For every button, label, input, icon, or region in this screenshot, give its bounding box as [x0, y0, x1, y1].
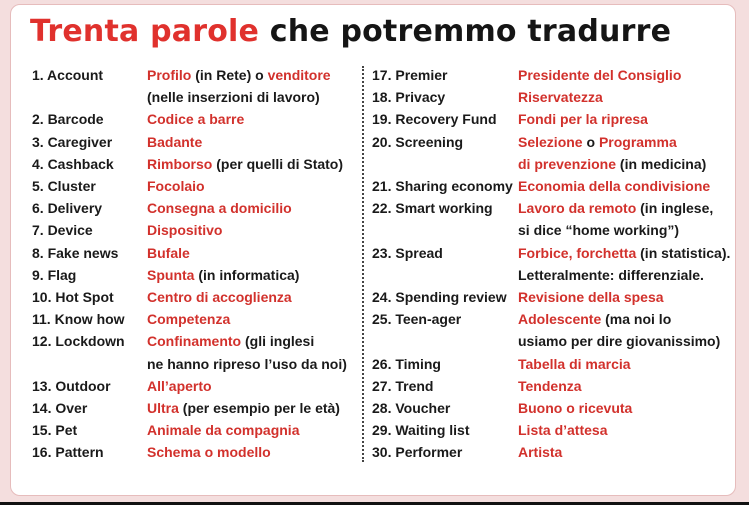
translation-text: Focolaio [147, 178, 205, 194]
definition-left-8-line-0 [147, 266, 299, 284]
definition-right-12-line-0 [518, 421, 607, 439]
note-text: si dice “home working”) [518, 222, 680, 239]
note-text: Letteralmente: differenziale. [518, 266, 704, 283]
note-text: (in statistica). [636, 244, 731, 261]
definition-right-13-line-0 [518, 443, 562, 461]
bottom-bar [0, 502, 749, 527]
translation-text: Centro di accoglienza [147, 289, 292, 305]
note-text: o [582, 133, 599, 150]
translation-text: Selezione [518, 133, 583, 150]
definition-right-5-line-1 [518, 221, 679, 239]
term-left-3: 4. Cashback [32, 155, 114, 172]
translation-text: Spunta [147, 266, 195, 283]
translation-text: venditore [267, 67, 331, 83]
definition-right-3-line-1 [518, 155, 706, 173]
term-left-7: 8. Fake news [32, 244, 119, 261]
translation-text: Adolescente [518, 311, 602, 328]
term-left-5: 6. Delivery [32, 200, 103, 217]
translation-text: Buono o ricevuta [518, 400, 633, 416]
term-right-12: 29. Waiting list [372, 422, 470, 439]
translation-text: Consegna a domicilio [147, 200, 292, 217]
translation-text: Lavoro da remoto [518, 200, 637, 217]
term-right-4: 21. Sharing economy [372, 178, 513, 194]
definition-left-9-line-0 [147, 288, 292, 306]
translation-text: Rimborso [147, 155, 213, 172]
translation-text: Fondi per la ripresa [518, 111, 648, 128]
term-right-5: 22. Smart working [372, 200, 493, 217]
definition-left-12-line-0 [147, 377, 212, 395]
definition-right-3-line-0 [518, 133, 677, 151]
translation-text: Animale da compagnia [147, 422, 300, 439]
note-text: (ma noi lo [601, 311, 672, 328]
translation-text: Riservatezza [518, 89, 603, 106]
definition-right-8-line-1 [518, 332, 720, 350]
definition-right-2-line-0 [518, 110, 648, 128]
definition-right-5-line-0 [518, 199, 713, 217]
term-right-13: 30. Performer [372, 444, 463, 461]
term-right-2: 19. Recovery Fund [372, 111, 497, 128]
translation-text: Programma [598, 133, 677, 150]
translation-text: di prevenzione [518, 155, 617, 172]
translation-text: Confinamento [147, 333, 242, 350]
translation-text: Presidente del Consiglio [518, 67, 682, 83]
translation-text: Revisione della spesa [518, 289, 664, 305]
translation-text: Tabella di marcia [518, 355, 631, 372]
definition-left-0-line-1 [147, 88, 320, 106]
term-left-1: 2. Barcode [32, 111, 104, 128]
term-left-4: 5. Cluster [32, 178, 96, 194]
term-left-6: 7. Device [32, 222, 93, 239]
term-left-2: 3. Caregiver [32, 133, 113, 150]
translation-text: All’aperto [147, 377, 212, 394]
definition-right-4-line-0 [518, 177, 710, 195]
note-text: (in medicina) [616, 155, 707, 172]
term-left-14: 15. Pet [32, 422, 78, 439]
note-text: (in inglese, [636, 200, 714, 217]
term-left-10: 11. Know how [32, 311, 125, 328]
term-right-11: 28. Voucher [372, 400, 451, 416]
definition-right-11-line-0 [518, 399, 632, 417]
translation-text: Artista [518, 444, 563, 461]
definition-right-7-line-0 [518, 288, 664, 306]
translation-text: Badante [147, 133, 203, 150]
definition-right-1-line-0 [518, 88, 603, 106]
translation-text: Lista d’attesa [518, 422, 608, 439]
translation-text: Forbice, forchetta [518, 244, 637, 261]
translation-text: Codice a barre [147, 111, 245, 128]
translation-text: Competenza [147, 311, 231, 328]
note-text: ne hanno ripreso l’uso da noi) [147, 355, 347, 372]
term-left-13: 14. Over [32, 400, 88, 416]
term-right-8: 25. Teen-ager [372, 311, 462, 328]
definition-left-5-line-0 [147, 199, 292, 217]
term-right-3: 20. Screening [372, 133, 464, 150]
page-title [30, 14, 671, 49]
column-divider [362, 66, 364, 462]
definition-left-11-line-0 [147, 332, 314, 350]
definition-right-0-line-0 [518, 66, 681, 84]
translation-text: Tendenza [518, 377, 582, 394]
definition-right-8-line-0 [518, 310, 671, 328]
note-text: (in informatica) [194, 266, 300, 283]
term-right-10: 27. Trend [372, 377, 434, 394]
term-right-1: 18. Privacy [372, 89, 446, 106]
note-text: usiamo per dire giovanissimo) [518, 333, 721, 350]
term-right-7: 24. Spending review [372, 289, 507, 305]
term-left-12: 13. Outdoor [32, 377, 111, 394]
term-left-0: 1. Account [32, 67, 104, 83]
definition-left-3-line-0 [147, 155, 343, 173]
translation-text: Dispositivo [147, 222, 223, 239]
title-red-part: Trenta parole [30, 14, 260, 49]
note-text: (per quelli di Stato) [212, 155, 344, 172]
term-left-15: 16. Pattern [32, 444, 104, 461]
definition-left-6-line-0 [147, 221, 222, 239]
note-text: (nelle inserzioni di lavoro) [147, 89, 320, 106]
note-text: (gli inglesi [241, 333, 315, 350]
term-left-11: 12. Lockdown [32, 333, 125, 350]
definition-right-6-line-0 [518, 244, 730, 262]
translation-text: Ultra [147, 400, 179, 416]
definition-left-2-line-0 [147, 133, 202, 151]
definition-left-13-line-0 [147, 399, 340, 417]
translation-text: Bufale [147, 244, 190, 261]
definition-left-11-line-1 [147, 355, 347, 373]
definition-left-7-line-0 [147, 244, 190, 262]
translation-text: Profilo [147, 67, 192, 83]
definition-left-15-line-0 [147, 443, 271, 461]
definition-left-0-line-0 [147, 66, 331, 84]
translation-text: Schema o modello [147, 444, 271, 461]
definition-right-6-line-1 [518, 266, 704, 284]
definition-right-10-line-0 [518, 377, 582, 395]
term-right-9: 26. Timing [372, 355, 441, 372]
definition-left-14-line-0 [147, 421, 299, 439]
definition-left-10-line-0 [147, 310, 230, 328]
term-left-8: 9. Flag [32, 266, 77, 283]
note-text: (in Rete) o [191, 67, 268, 83]
term-left-9: 10. Hot Spot [32, 289, 114, 305]
translation-text: Economia della condivisione [518, 178, 711, 194]
term-right-6: 23. Spread [372, 244, 443, 261]
definition-right-9-line-0 [518, 355, 631, 373]
definition-left-1-line-0 [147, 110, 244, 128]
definition-left-4-line-0 [147, 177, 205, 195]
title-black-part: che potremmo tradurre [259, 14, 672, 49]
term-right-0: 17. Premier [372, 67, 448, 83]
note-text: (per esempio per le età) [178, 400, 340, 416]
